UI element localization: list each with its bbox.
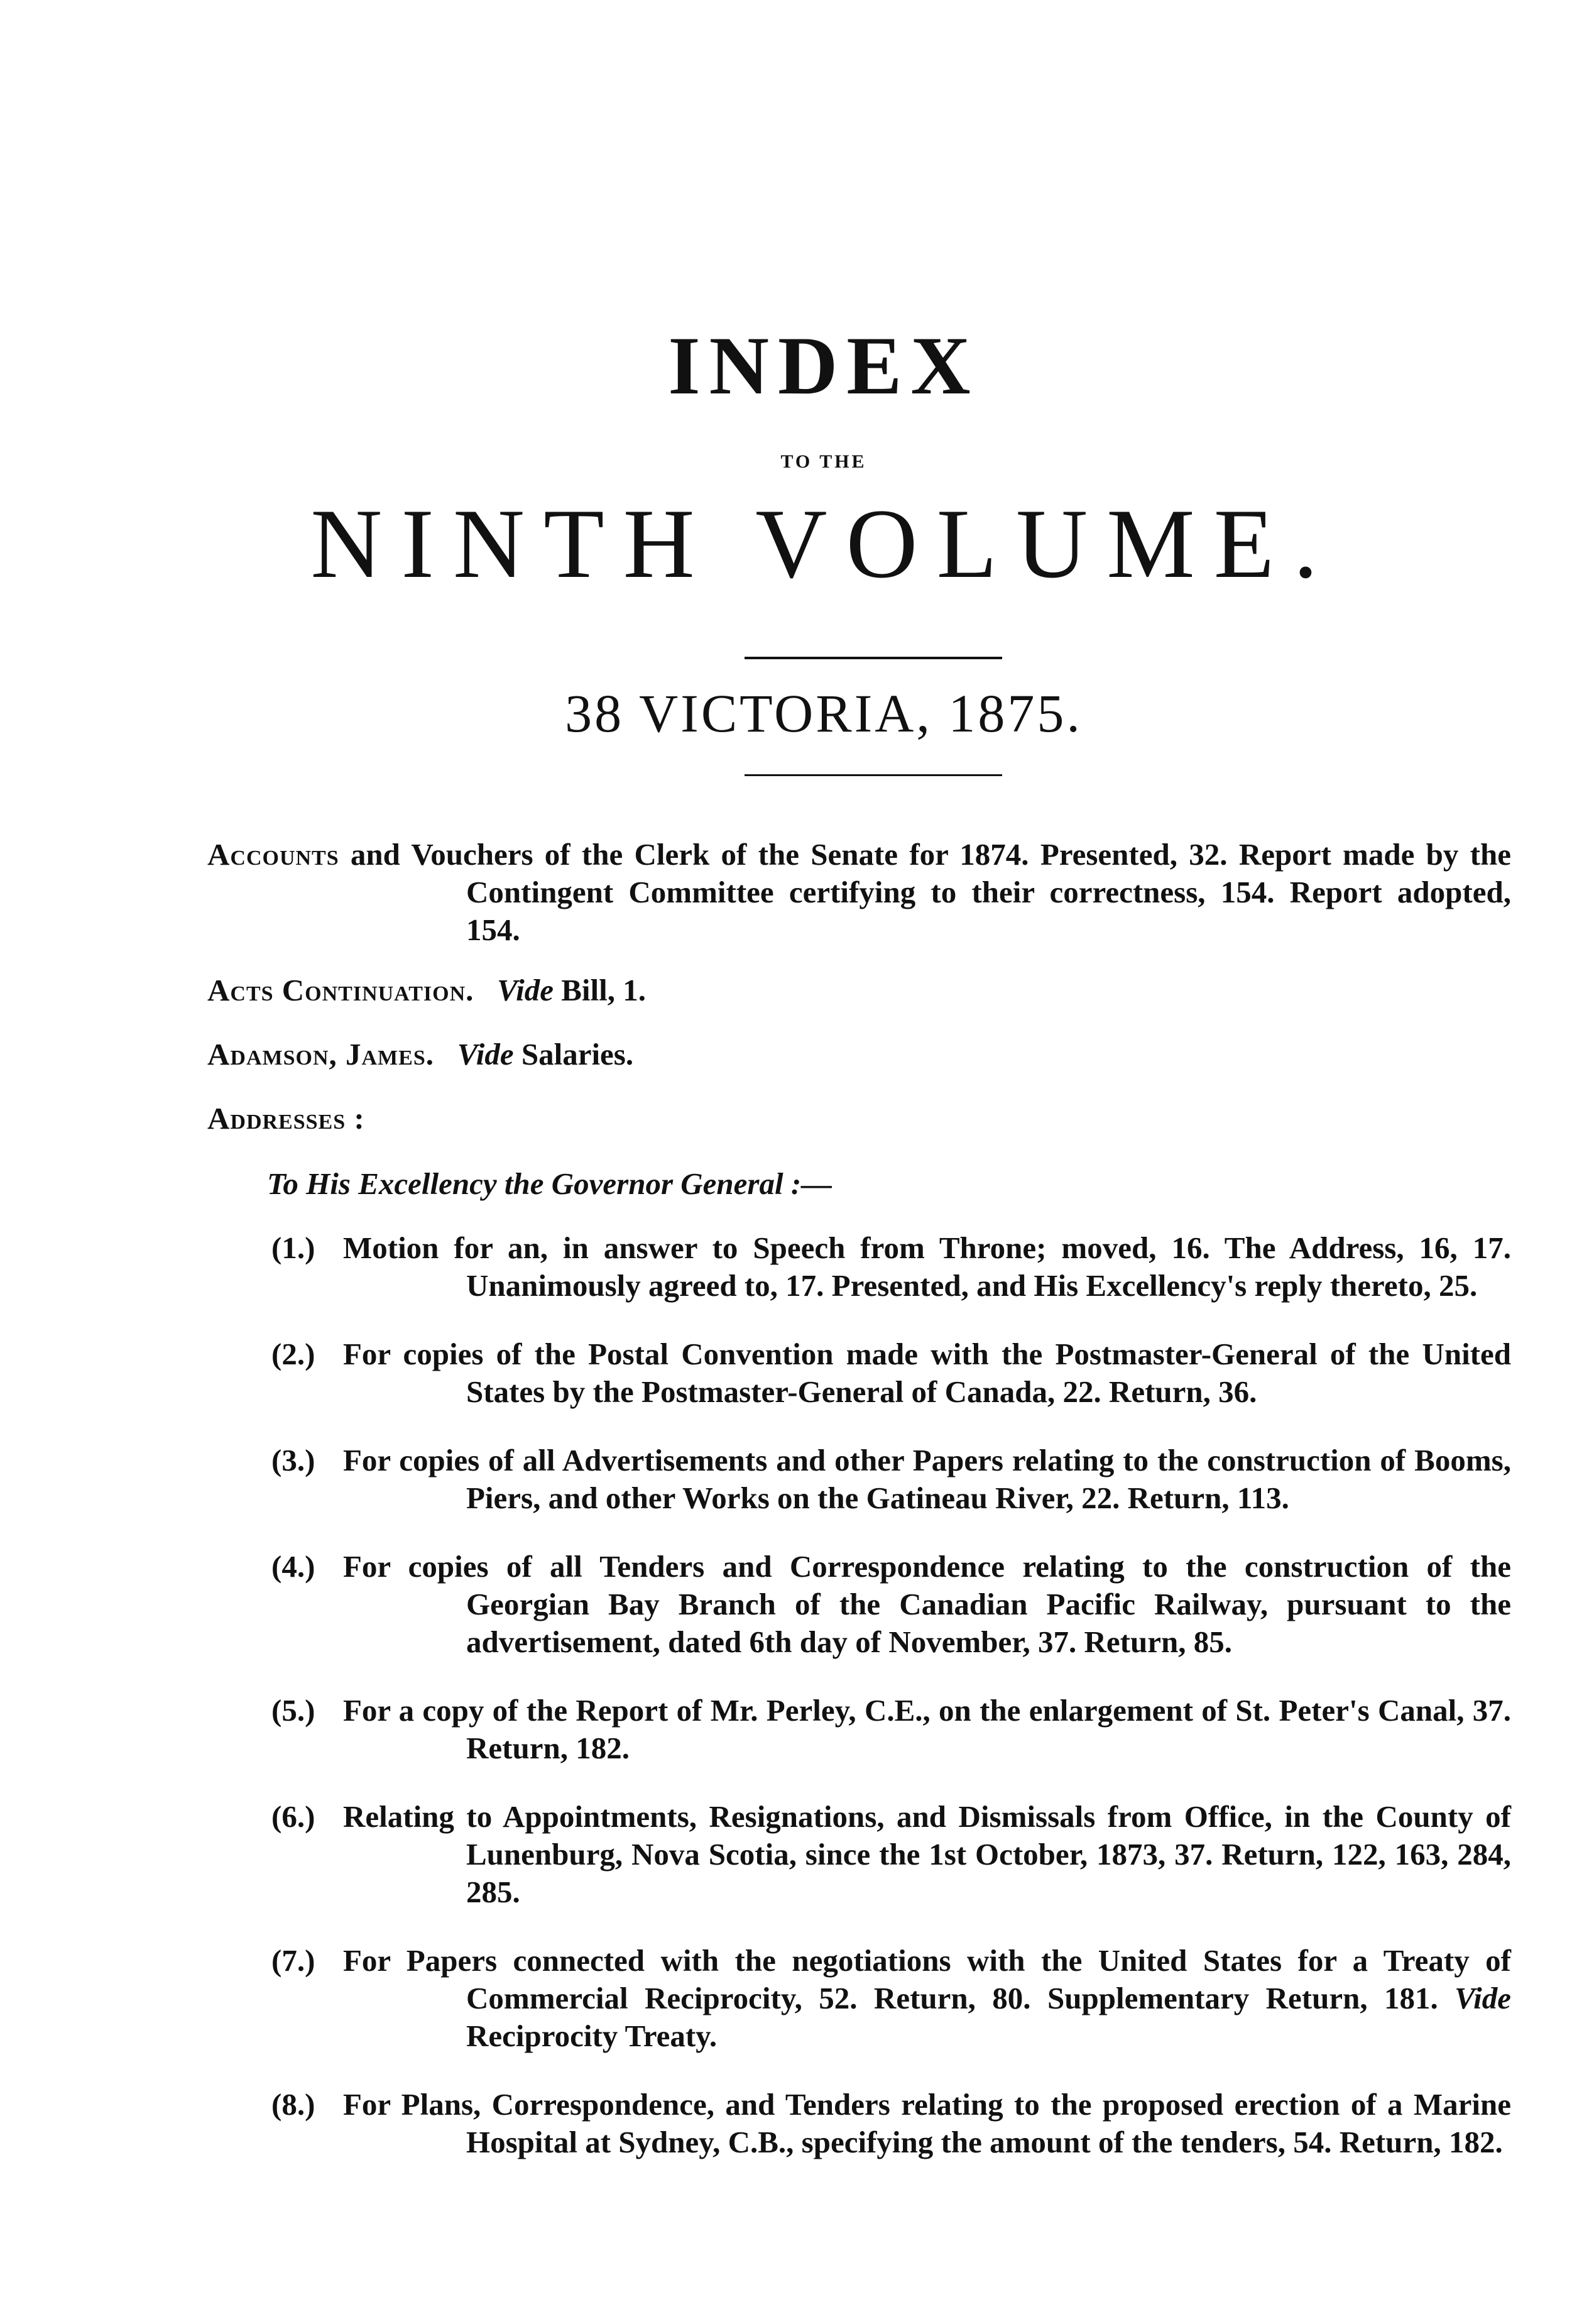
entry-term: Accounts bbox=[207, 837, 339, 872]
entry-accounts bbox=[207, 836, 1511, 949]
title-rule-top bbox=[745, 657, 1002, 659]
item-number: (6.) bbox=[271, 1799, 315, 1834]
address-item bbox=[207, 1442, 1511, 1517]
vide-reference: Vide bbox=[1455, 1981, 1512, 2015]
regnal-year: 38 VICTORIA, 1875. bbox=[565, 683, 1083, 743]
item-number: (1.) bbox=[271, 1231, 315, 1265]
address-item bbox=[207, 1335, 1511, 1411]
item-text: Motion for an, in answer to Speech from Throne; moved, 16. The Address, 16, 17. Unanimously agreed to, 17. Presented, and His Excellency's reply thereto, 25. bbox=[343, 1231, 1511, 1303]
entry-acts-continuation bbox=[207, 972, 1511, 1009]
address-item bbox=[207, 1942, 1511, 2055]
address-item bbox=[207, 1229, 1511, 1305]
vide-reference: Vide bbox=[457, 1037, 514, 1072]
address-item bbox=[207, 1548, 1511, 1661]
index-entries bbox=[207, 836, 1511, 2192]
entry-text: Salaries. bbox=[513, 1037, 634, 1072]
entry-text: Bill, 1. bbox=[553, 973, 646, 1007]
item-text: Relating to Appointments, Resignations, and Dismissals from Office, in the County of Lunenburg, Nova Scotia, since the 1st October, 1873, 37. Return, 122, 163, 284, 285. bbox=[343, 1799, 1511, 1909]
address-item bbox=[207, 1692, 1511, 1767]
item-text: For Papers connected with the negotiations with the United States for a Treaty of Commercial Reciprocity, 52. Return, 80. Supplementary Return, 181. bbox=[343, 1943, 1511, 2015]
item-text: For copies of all Tenders and Correspondence relating to the construction of the Georgian Bay Branch of the Canadian Pacific Railway, pursuant to the advertisement, dated 6th day of November, 37. Return, 85. bbox=[343, 1549, 1511, 1659]
address-item bbox=[207, 2086, 1511, 2161]
entry-adamson bbox=[207, 1036, 1511, 1073]
item-text: For a copy of the Report of Mr. Perley, C.E., on the enlargement of St. Peter's Canal, 37. Return, 182. bbox=[343, 1693, 1511, 1765]
item-number: (3.) bbox=[271, 1443, 315, 1477]
item-text-tail: Reciprocity Treaty. bbox=[466, 2019, 718, 2053]
entry-addresses bbox=[207, 1100, 1511, 1137]
item-text: For Plans, Correspondence, and Tenders relating to the proposed erection of a Marine Hospital at Sydney, C.B., specifying the amount of the tenders, 54. Return, 182. bbox=[343, 2087, 1511, 2159]
entry-term: Acts Continuation. bbox=[207, 973, 474, 1007]
volume-title: NINTH VOLUME. bbox=[310, 489, 1337, 599]
entry-text: and Vouchers of the Clerk of the Senate for 1874. Presented, 32. Report made by the Contingent Committee certifying to their correctness, 154. Report adopted, 154. bbox=[339, 837, 1511, 947]
item-text: For copies of the Postal Convention made with the Postmaster-General of the United States by the Postmaster-General of Canada, 22. Return, 36. bbox=[343, 1337, 1511, 1409]
item-text: For copies of all Advertisements and other Papers relating to the construction of Booms, Piers, and other Works on the Gatineau River, 22. Return, 113. bbox=[343, 1443, 1511, 1515]
item-number: (8.) bbox=[271, 2087, 315, 2122]
item-number: (2.) bbox=[271, 1337, 315, 1371]
entry-term: Adamson, James. bbox=[207, 1037, 434, 1072]
vide-reference: Vide bbox=[497, 973, 554, 1007]
item-number: (5.) bbox=[271, 1693, 315, 1728]
entry-term: Addresses : bbox=[207, 1101, 365, 1136]
item-number: (4.) bbox=[271, 1549, 315, 1584]
title-rule-bottom bbox=[745, 774, 1002, 776]
item-number: (7.) bbox=[271, 1943, 315, 1978]
addresses-subheading: To His Excellency the Governor General :— bbox=[267, 1166, 832, 1201]
to-the-caption: TO THE bbox=[780, 451, 867, 472]
address-item bbox=[207, 1798, 1511, 1911]
index-title: INDEX bbox=[668, 319, 980, 412]
